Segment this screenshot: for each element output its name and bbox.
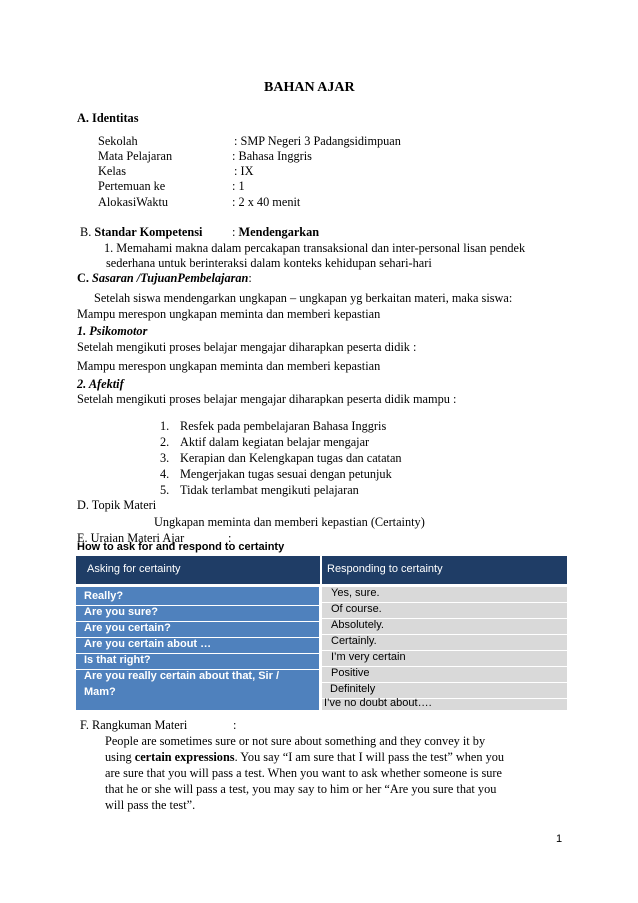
asking-item-6: Are you really certain about that, Sir / — [84, 670, 279, 682]
summary-line-4: that he or she will pass a test, you may say to him or her “Are you sure that you — [105, 782, 497, 796]
identity-label-1: Sekolah — [98, 134, 138, 148]
identity-value-1: : SMP Negeri 3 Padangsidimpuan — [234, 134, 401, 148]
responding-item-6: Positive — [331, 667, 370, 679]
section-c-heading — [77, 270, 252, 286]
section-d-heading: D. Topik Materi — [77, 498, 157, 512]
afektif-list-num-3: 3. — [160, 451, 170, 465]
asking-item-7: Mam? — [84, 686, 116, 698]
section-b-value-wrap — [232, 224, 319, 240]
section-c-line-2: Mampu merespon ungkapan meminta dan memberi kepastian — [77, 307, 381, 321]
asking-item-1: Really? — [84, 590, 124, 602]
section-f-heading: F. Rangkuman Materi — [80, 718, 188, 732]
section-d-value: Ungkapan meminta dan memberi kepastian (Certainty) — [154, 515, 425, 529]
identity-label-3: Kelas — [98, 164, 126, 178]
asking-cell — [76, 584, 319, 710]
section-b-value: Mendengarkan — [238, 225, 320, 239]
responding-item-8: I’ve no doubt about…. — [324, 697, 432, 709]
summary-line-2-post: . You say “I am sure that I will pass the test” when you — [234, 750, 505, 764]
asking-item-3: Are you certain? — [84, 622, 171, 634]
section-e-colon: : — [228, 531, 232, 545]
section-f-colon: : — [233, 718, 237, 732]
psikomotor-line-2: Mampu merespon ungkapan meminta dan memberi kepastian — [77, 359, 381, 373]
asking-item-2: Are you sure? — [84, 606, 158, 618]
responding-item-4: Certainly. — [331, 635, 377, 647]
summary-line-2-bold: certain expressions — [134, 750, 235, 764]
identity-label-2: Mata Pelajaran — [98, 149, 173, 163]
document-title: BAHAN AJAR — [264, 80, 355, 95]
afektif-list-num-2: 2. — [160, 435, 170, 449]
section-c-title: Sasaran /TujuanPembelajaran — [92, 271, 249, 285]
section-b-label: Standar Kompetensi — [94, 225, 203, 239]
afektif-list-num-5: 5. — [160, 483, 170, 497]
identity-value-4: : 1 — [232, 179, 245, 193]
certainty-table — [76, 556, 567, 710]
afektif-list-text-2: Aktif dalam kegiatan belajar mengajar — [180, 435, 370, 449]
section-b-prefix: B. — [80, 225, 95, 239]
responding-item-3: Absolutely. — [331, 619, 384, 631]
afektif-list-text-3: Kerapian dan Kelengkapan tugas dan catatan — [180, 451, 402, 465]
summary-line-2-pre: using — [105, 750, 135, 764]
summary-line-3: are sure that you will pass a test. When you want to ask whether someone is sure — [105, 766, 502, 780]
identity-label-4: Pertemuan ke — [98, 179, 166, 193]
section-c-prefix: C. — [77, 271, 93, 285]
asking-item-5: Is that right? — [84, 654, 151, 666]
asking-item-4: Are you certain about … — [84, 638, 212, 650]
afektif-heading: 2. Afektif — [77, 377, 124, 391]
identity-value-5: : 2 x 40 menit — [232, 195, 301, 209]
section-a-heading: A. Identitas — [77, 111, 139, 125]
identity-value-2: : Bahasa Inggris — [232, 149, 312, 163]
psikomotor-heading: 1. Psikomotor — [77, 324, 148, 338]
section-b-line-1: 1. Memahami makna dalam percakapan transaksional dan inter-personal lisan pendek — [104, 241, 526, 255]
afektif-list-num-1: 1. — [160, 419, 170, 433]
responding-item-1: Yes, sure. — [331, 587, 380, 599]
section-b-colon: : — [232, 225, 239, 239]
psikomotor-line-1: Setelah mengikuti proses belajar mengajar diharapkan peserta didik : — [77, 340, 417, 354]
section-b-heading — [80, 224, 202, 240]
page-number: 1 — [556, 833, 563, 845]
afektif-list-text-4: Mengerjakan tugas sesuai dengan petunjuk — [180, 467, 392, 481]
responding-item-5: I’m very certain — [331, 651, 406, 663]
summary-line-1: People are sometimes sure or not sure about something and they convey it by — [105, 734, 486, 748]
responding-cell — [322, 584, 567, 710]
afektif-list-num-4: 4. — [160, 467, 170, 481]
table-header-right-label: Responding to certainty — [327, 563, 443, 575]
section-c-line-1: Setelah siswa mendengarkan ungkapan – ungkapan yg berkaitan materi, maka siswa: — [94, 291, 513, 305]
afektif-line-1: Setelah mengikuti proses belajar mengajar diharapkan peserta didik mampu : — [77, 392, 457, 406]
afektif-list-text-5: Tidak terlambat mengikuti pelajaran — [180, 483, 359, 497]
responding-item-2: Of course. — [331, 603, 382, 615]
table-header-left-label: Asking for certainty — [87, 563, 181, 575]
summary-line-2 — [105, 749, 504, 765]
section-b-line-2: sederhana untuk berinteraksi dalam konteks kehidupan sehari-hari — [106, 256, 432, 270]
summary-line-5: will pass the test”. — [105, 798, 196, 812]
section-e-subheading: How to ask for and respond to certainty — [77, 541, 285, 553]
afektif-list-text-1: Resfek pada pembelajaran Bahasa Inggris — [180, 419, 387, 433]
identity-label-5: AlokasiWaktu — [98, 195, 169, 209]
section-e-heading: E. Uraian Materi Ajar — [77, 531, 185, 545]
section-c-suffix: : — [248, 271, 252, 285]
identity-value-3: : IX — [234, 164, 254, 178]
responding-item-7: Definitely — [330, 683, 376, 695]
